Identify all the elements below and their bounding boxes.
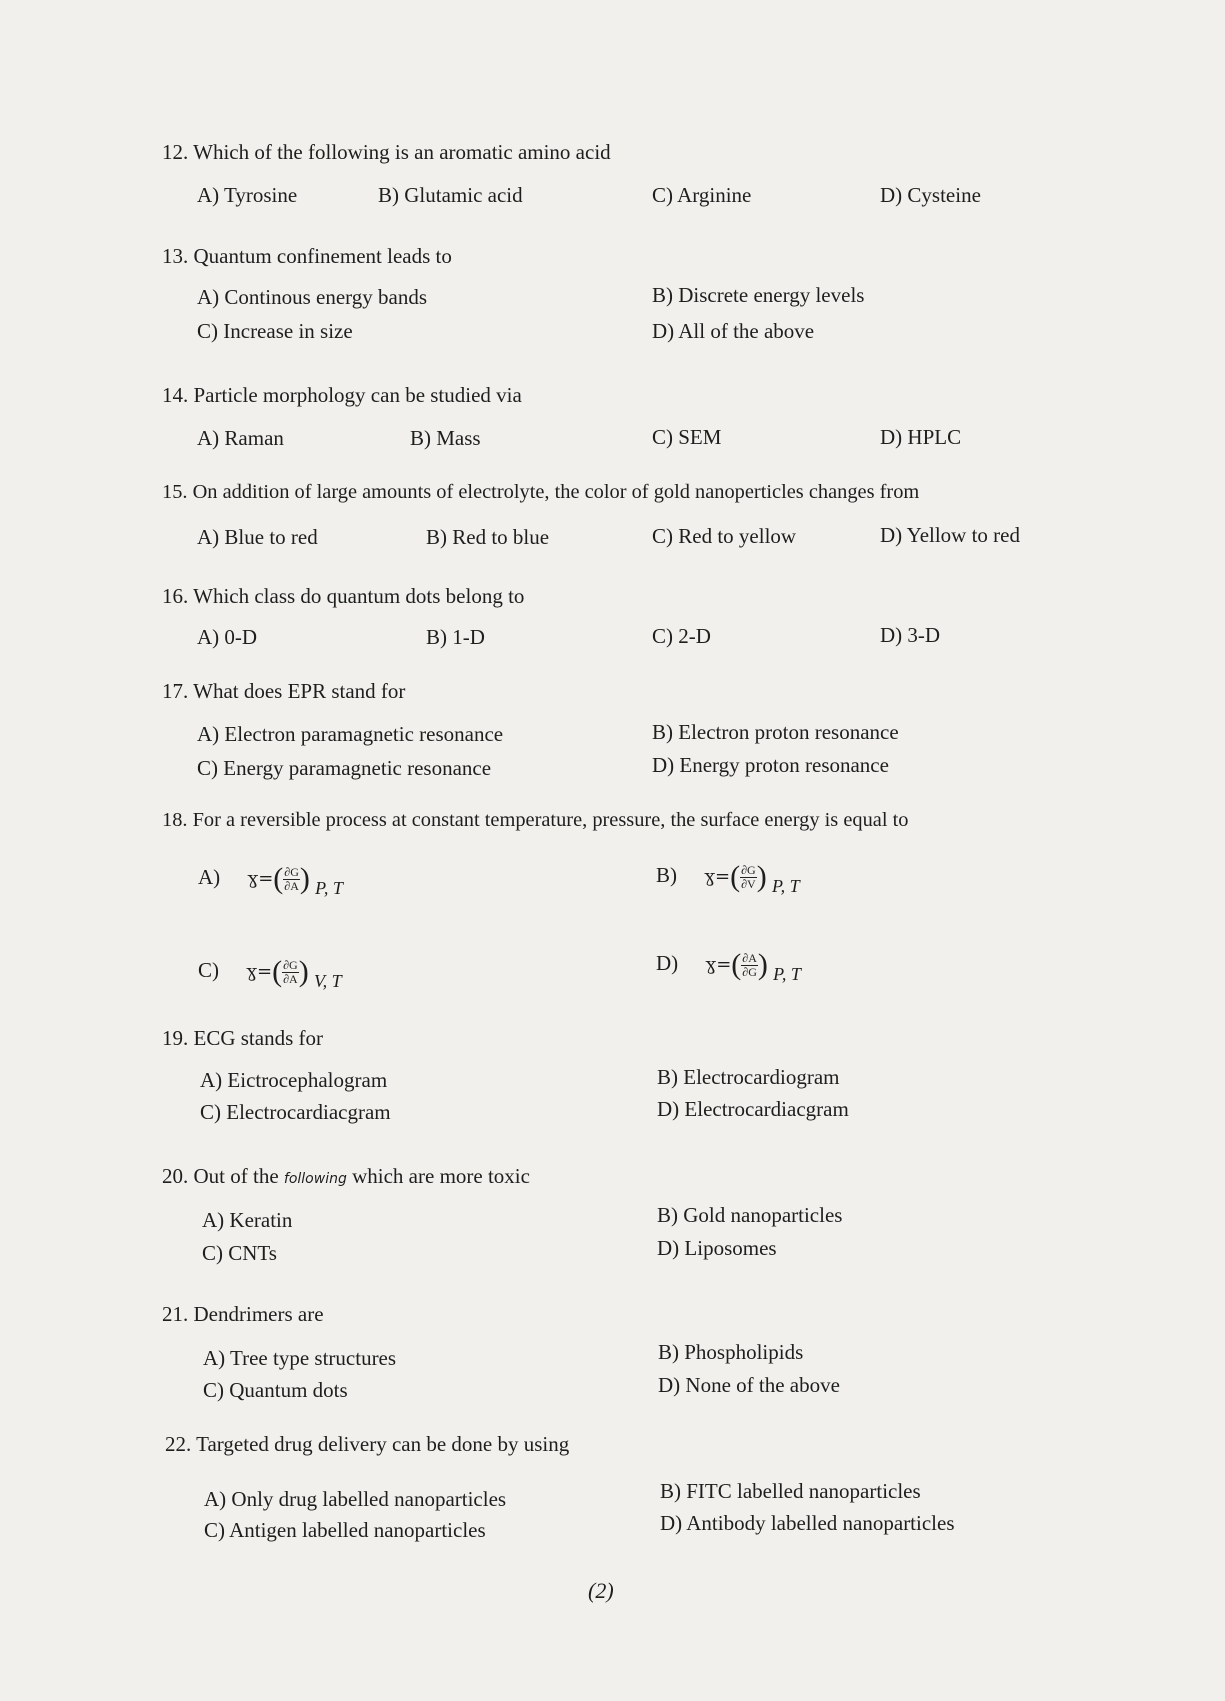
question-12-stem: 12. Which of the following is an aromatic amino acid <box>162 140 611 164</box>
question-17-option-b: B) Electron proton resonance <box>652 720 899 744</box>
subscript: P, T <box>315 877 343 898</box>
page-number: (2) <box>588 1578 614 1603</box>
question-12-option-b: B) Glutamic acid <box>378 183 523 207</box>
question-21-option-b: B) Phospholipids <box>658 1340 804 1364</box>
fraction-denominator: ∂G <box>742 964 757 979</box>
option-label: C) <box>198 957 219 982</box>
fraction <box>740 864 757 891</box>
question-22-stem: 22. Targeted drug delivery can be done by using <box>165 1432 570 1456</box>
question-20-option-d: D) Liposomes <box>657 1236 777 1260</box>
question-18-option-d: D) ɣ=( $\frac{\partial A}{\partial G}$ ) P, T <box>656 948 801 984</box>
question-20-handwritten-word: following <box>283 1171 347 1187</box>
question-15-stem: 15. On addition of large amounts of electrolyte, the color of gold nanoperticles changes from <box>162 481 920 503</box>
question-20-option-a: A) Keratin <box>202 1208 293 1232</box>
question-15-option-d: D) Yellow to red <box>880 523 1020 547</box>
question-14-stem: 14. Particle morphology can be studied via <box>162 383 522 407</box>
question-22-option-d: D) Antibody labelled nanoparticles <box>660 1511 955 1535</box>
question-20-stem-prefix: 20. Out of the <box>162 1164 279 1188</box>
question-20-option-c: C) CNTs <box>202 1241 277 1265</box>
question-15-option-a: A) Blue to red <box>197 525 318 549</box>
question-17-option-d: D) Energy proton resonance <box>652 753 889 777</box>
question-16-option-d: D) 3-D <box>880 623 941 647</box>
equation-lhs: ɣ= <box>705 953 732 975</box>
question-13-stem: 13. Quantum confinement leads to <box>162 244 452 268</box>
question-20-stem-suffix: which are more toxic <box>352 1164 530 1188</box>
question-13-option-d: D) All of the above <box>652 319 815 343</box>
question-22-option-a: A) Only drug labelled nanoparticles <box>204 1487 507 1511</box>
question-18-stem: 18. For a reversible process at constant temperature, pressure, the surface energy is equal to <box>162 809 909 831</box>
question-16-option-c: C) 2-D <box>652 624 711 648</box>
question-14-option-a: A) Raman <box>197 426 284 450</box>
question-13-option-b: B) Discrete energy levels <box>652 283 865 307</box>
question-12-option-d: D) Cysteine <box>880 183 981 207</box>
question-22-option-c: C) Antigen labelled nanoparticles <box>204 1518 486 1542</box>
fraction-numerator: ∂G <box>283 957 298 972</box>
question-14-option-d: D) HPLC <box>880 425 962 449</box>
subscript: P, T <box>771 875 800 896</box>
question-19-option-a: A) Eictrocephalogram <box>200 1068 388 1092</box>
option-label: A) <box>198 864 221 889</box>
question-17-option-c: C) Energy paramagnetic resonance <box>197 756 492 780</box>
question-21-stem: 21. Dendrimers are <box>162 1302 324 1326</box>
question-18-option-c: C) ɣ=( $\frac{\partial G}{\partial A}$ ) V, T <box>198 955 342 991</box>
question-20-stem <box>162 1164 530 1189</box>
equation-lhs: ɣ= <box>247 867 274 889</box>
equation-lhs: ɣ= <box>704 865 731 887</box>
question-20-option-b: B) Gold nanoparticles <box>657 1203 843 1227</box>
subscript: P, T <box>773 963 801 984</box>
question-21-option-d: D) None of the above <box>658 1373 840 1397</box>
question-19-option-c: C) Electrocardiacgram <box>200 1100 391 1124</box>
question-13-option-a: A) Continous energy bands <box>197 285 428 309</box>
fraction-numerator: ∂G <box>284 864 299 879</box>
question-19-option-d: D) Electrocardiacgram <box>657 1097 849 1121</box>
question-21-option-c: C) Quantum dots <box>203 1378 348 1402</box>
question-16-option-a: A) 0-D <box>197 625 258 649</box>
fraction <box>283 866 300 893</box>
question-17-stem: 17. What does EPR stand for <box>162 679 406 703</box>
fraction-denominator: ∂A <box>284 878 299 893</box>
option-label: D) <box>656 950 679 975</box>
question-16-option-b: B) 1-D <box>426 625 485 649</box>
option-label: B) <box>656 862 677 887</box>
fraction <box>741 952 758 979</box>
question-12-option-c: C) Arginine <box>652 183 752 207</box>
question-18-option-a: A) ɣ=( $\frac{\partial G}{\partial A}$ ) P, T <box>198 862 343 898</box>
question-18-option-b: B) ɣ=( $\frac{\partial G}{\partial V}$ ) P, T <box>656 860 800 896</box>
question-21-option-a: A) Tree type structures <box>203 1346 397 1370</box>
question-13-option-c: C) Increase in size <box>197 319 353 343</box>
question-12-option-a: A) Tyrosine <box>197 183 298 207</box>
question-19-stem: 19. ECG stands for <box>162 1026 323 1050</box>
question-16-stem: 16. Which class do quantum dots belong to <box>162 584 525 608</box>
question-14-option-c: C) SEM <box>652 425 722 449</box>
question-14-option-b: B) Mass <box>410 426 481 450</box>
fraction-numerator: ∂A <box>742 950 757 965</box>
fraction-denominator: ∂V <box>741 876 756 891</box>
fraction-numerator: ∂G <box>741 862 756 877</box>
question-15-option-b: B) Red to blue <box>426 525 550 549</box>
question-15-option-c: C) Red to yellow <box>652 524 797 548</box>
question-17-option-a: A) Electron paramagnetic resonance <box>197 722 504 746</box>
equation-lhs: ɣ= <box>246 960 273 982</box>
fraction <box>282 959 299 986</box>
question-19-option-b: B) Electrocardiogram <box>657 1065 840 1089</box>
subscript: V, T <box>313 970 342 991</box>
fraction-denominator: ∂A <box>283 971 298 986</box>
question-22-option-b: B) FITC labelled nanoparticles <box>660 1479 921 1503</box>
